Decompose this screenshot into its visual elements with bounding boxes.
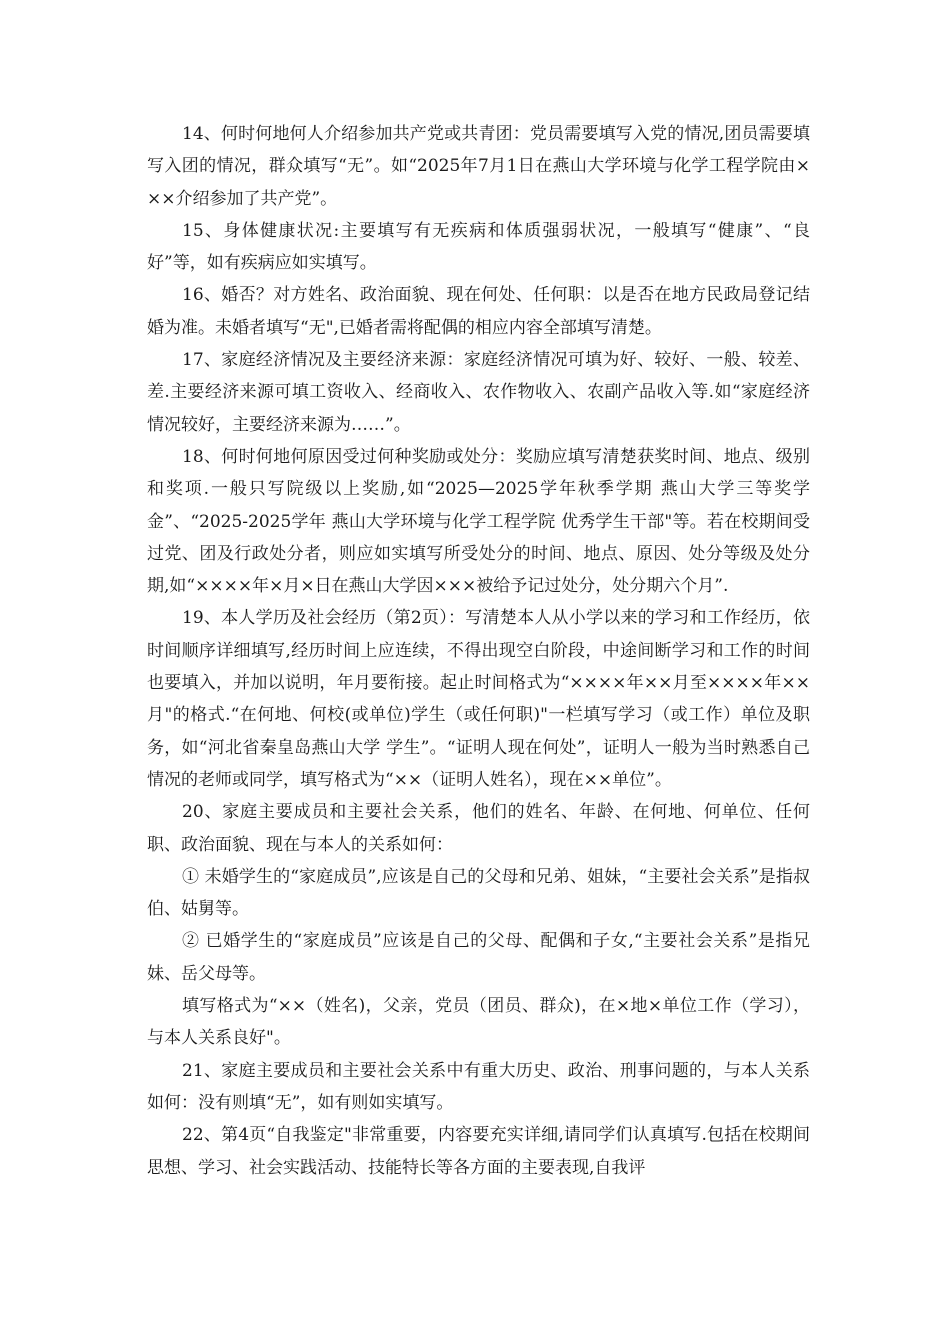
paragraph-18: 18、何时何地何原因受过何种奖励或处分：奖励应填写清楚获奖时间、地点、级别和奖项.一般只写院级以上奖励,如“2025—2025学年秋季学期 燕山大学三等奖学金”、“2025-2025学年 燕山大学环境与化学工程学院 优秀学生干部"等。若在校期间受过党、团及行政处分者，则应如实填写所受处分的时间、地点、原因、处分等级及处分期,如“××××年×月×日在燕山大学因×××被给予记过处分，处分期六个月”. — [147, 446, 810, 597]
paragraph-20-item-1: ① 未婚学生的“家庭成员”,应该是自己的父母和兄弟、姐妹，“主要社会关系”是指叔伯、姑舅等。 — [147, 866, 810, 920]
paragraph-15: 15、身体健康状况:主要填写有无疾病和体质强弱状况，一般填写“健康”、“良好”等，如有疾病应如实填写。 — [147, 220, 810, 274]
paragraph-22: 22、第4页“自我鉴定"非常重要，内容要充实详细,请同学们认真填写.包括在校期间思想、学习、社会实践活动、技能特长等各方面的主要表现,自我评 — [147, 1125, 810, 1178]
paragraph-20-format: 填写格式为“××（姓名)，父亲，党员（团员、群众)，在×地×单位工作（学习），与本人关系良好"。 — [147, 996, 810, 1049]
document-body — [147, 118, 810, 1184]
paragraph-16: 16、婚否？对方姓名、政治面貌、现在何处、任何职：以是否在地方民政局登记结婚为准。未婚者填写“无",已婚者需将配偶的相应内容全部填写清楚。 — [147, 285, 810, 338]
paragraph-20: 20、家庭主要成员和主要社会关系，他们的姓名、年龄、在何地、何单位、任何职、政治面貌、现在与本人的关系如何： — [147, 802, 810, 855]
paragraph-20-item-2: ② 已婚学生的“家庭成员”应该是自己的父母、配偶和子女,“主要社会关系”是指兄妹、岳父母等。 — [147, 931, 810, 984]
paragraph-17: 17、家庭经济情况及主要经济来源：家庭经济情况可填为好、较好、一般、较差、差.主要经济来源可填工资收入、经商收入、农作物收入、农副产品收入等.如“家庭经济情况较好，主要经济来源为……”。 — [147, 350, 810, 435]
paragraph-21: 21、家庭主要成员和主要社会关系中有重大历史、政治、刑事问题的，与本人关系如何：没有则填“无”，如有则如实填写。 — [147, 1060, 810, 1113]
paragraph-19: 19、本人学历及社会经历（第2页）：写清楚本人从小学以来的学习和工作经历，依时间顺序详细填写,经历时间上应连续，不得出现空白阶段，中途间断学习和工作的时间也要填入，并加以说明，年月要衔接。起止时间格式为“××××年××月至××××年××月"的格式.“在何地、何校(或单位)学生（或任何职)"一栏填写学习（或工作）单位及职务，如“河北省秦皇岛燕山大学 学生”。“证明人现在何处”，证明人一般为当时熟悉自己情况的老师或同学，填写格式为“××（证明人姓名），现在××单位”。 — [147, 608, 810, 790]
paragraph-14: 14、何时何地何人介绍参加共产党或共青团：党员需要填写入党的情况,团员需要填写入团的情况，群众填写“无”。如“2025年7月1日在燕山大学环境与化学工程学院由×××介绍参加了共产党”。 — [147, 124, 810, 209]
